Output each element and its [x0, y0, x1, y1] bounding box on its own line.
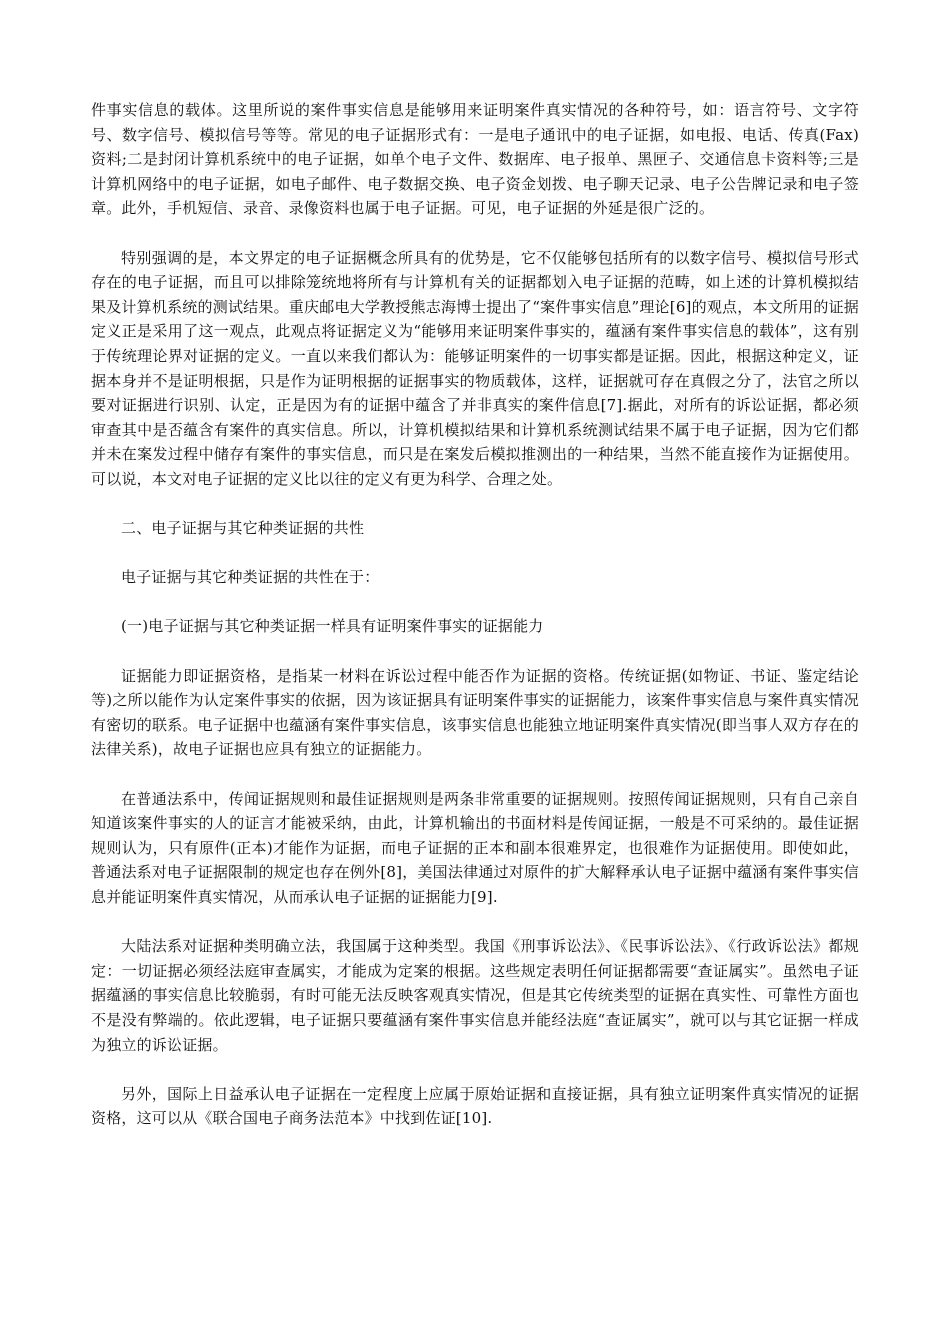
section-intro: 电子证据与其它种类证据的共性在于： [121, 568, 380, 587]
paragraph-definition-advantage: 特别强调的是，本文界定的电子证据概念所具有的优势是，它不仅能够包括所有的以数字信号、模拟信号形式存在的电子证据，而且可以排除笼统地将所有与计算机有关的证据都划入电子证据的范畴，如上述的计算机模拟结果及计算机系统的测试结果。重庆邮电大学教授熊志海博士提出了“案件事实信息”理论[6]的观点，本文所用的证据定义正是采用了这一观点，此观点将证据定义为“能够用来证明案件事实的，蕴涵有案件事实信息的载体”，这有别于传统理论界对证据的定义。一直以来我们都认为：能够证明案件的一切事实都是证据。因此，根据这种定义，证据本身并不是证明根据，只是作为证明根据的证据事实的物质载体，这样，证据就可存在真假之分了，法官之所以要对证据进行识别、认定，正是因为有的证据中蕴含了并非真实的案件信息[7].据此，对所有的诉讼证据，都必须审查其中是否蕴含有案件的真实信息。所以，计算机模拟结果和计算机系统测试结果不属于电子证据，因为它们都并未在案发过程中储存有案件的事实信息，而只是在案发后模拟推测出的一种结果，当然不能直接作为证据使用。可以说，本文对电子证据的定义比以往的定义有更为科学、合理之处。 [91, 248, 859, 488]
subsection-heading: (一)电子证据与其它种类证据一样具有证明案件事实的证据能力 [121, 617, 544, 636]
paragraph-civil-law: 大陆法系对证据种类明确立法，我国属于这种类型。我国《刑事诉讼法》、《民事诉讼法》、《行政诉讼法》都规定：一切证据必须经法庭审查属实，才能成为定案的根据。这些规定表明任何证据都需要“查证属实”。虽然电子证据蕴涵的事实信息比较脆弱，有时可能无法反映客观真实情况，但是其它传统类型的证据在真实性、可靠性方面也不是没有弊端的。依此逻辑，电子证据只要蕴涵有案件事实信息并能经法庭“查证属实”，就可以与其它证据一样成为独立的诉讼证据。 [91, 937, 859, 1054]
paragraph-international: 另外，国际上日益承认电子证据在一定程度上应属于原始证据和直接证据，具有独立证明案件真实情况的证据资格，这可以从《联合国电子商务法范本》中找到佐证[10]. [91, 1084, 859, 1128]
section-heading: 二、电子证据与其它种类证据的共性 [121, 519, 365, 538]
document-body [91, 98, 859, 1156]
paragraph-common-law: 在普通法系中，传闻证据规则和最佳证据规则是两条非常重要的证据规则。按照传闻证据规则，只有自己亲自知道该案件事实的人的证言才能被采纳，由此，计算机输出的书面材料是传闻证据，一般是不可采纳的。最佳证据规则认为，只有原件(正本)才能作为证据，而电子证据的正本和副本很难界定，也很难作为证据使用。即使如此，普通法系对电子证据限制的规定也存在例外[8]，美国法律通过对原件的扩大解释承认电子证据中蕴涵有案件事实信息并能证明案件真实情况，从而承认电子证据的证据能力[9]. [91, 789, 859, 906]
paragraph-evidence-forms: 件事实信息的载体。这里所说的案件事实信息是能够用来证明案件真实情况的各种符号，如：语言符号、文字符号、数字信号、模拟信号等等。常见的电子证据形式有：一是电子通讯中的电子证据，如电报、电话、传真(Fax)资料;二是封闭计算机系统中的电子证据，如单个电子文件、数据库、电子报单、黑匣子、交通信息卡资料等;三是计算机网络中的电子证据，如电子邮件、电子数据交换、电子资金划拨、电子聊天记录、电子公告牌记录和电子签章。此外，手机短信、录音、录像资料也属于电子证据。可见，电子证据的外延是很广泛的。 [91, 101, 859, 218]
paragraph-evidence-capacity: 证据能力即证据资格，是指某一材料在诉讼过程中能否作为证据的资格。传统证据(如物证、书证、鉴定结论等)之所以能作为认定案件事实的依据，因为该证据具有证明案件事实的证据能力，该案件事实信息与案件真实情况有密切的联系。电子证据中也蕴涵有案件事实信息，该事实信息也能独立地证明案件真实情况(即当事人双方存在的法律关系)，故电子证据也应具有独立的证据能力。 [91, 666, 859, 759]
